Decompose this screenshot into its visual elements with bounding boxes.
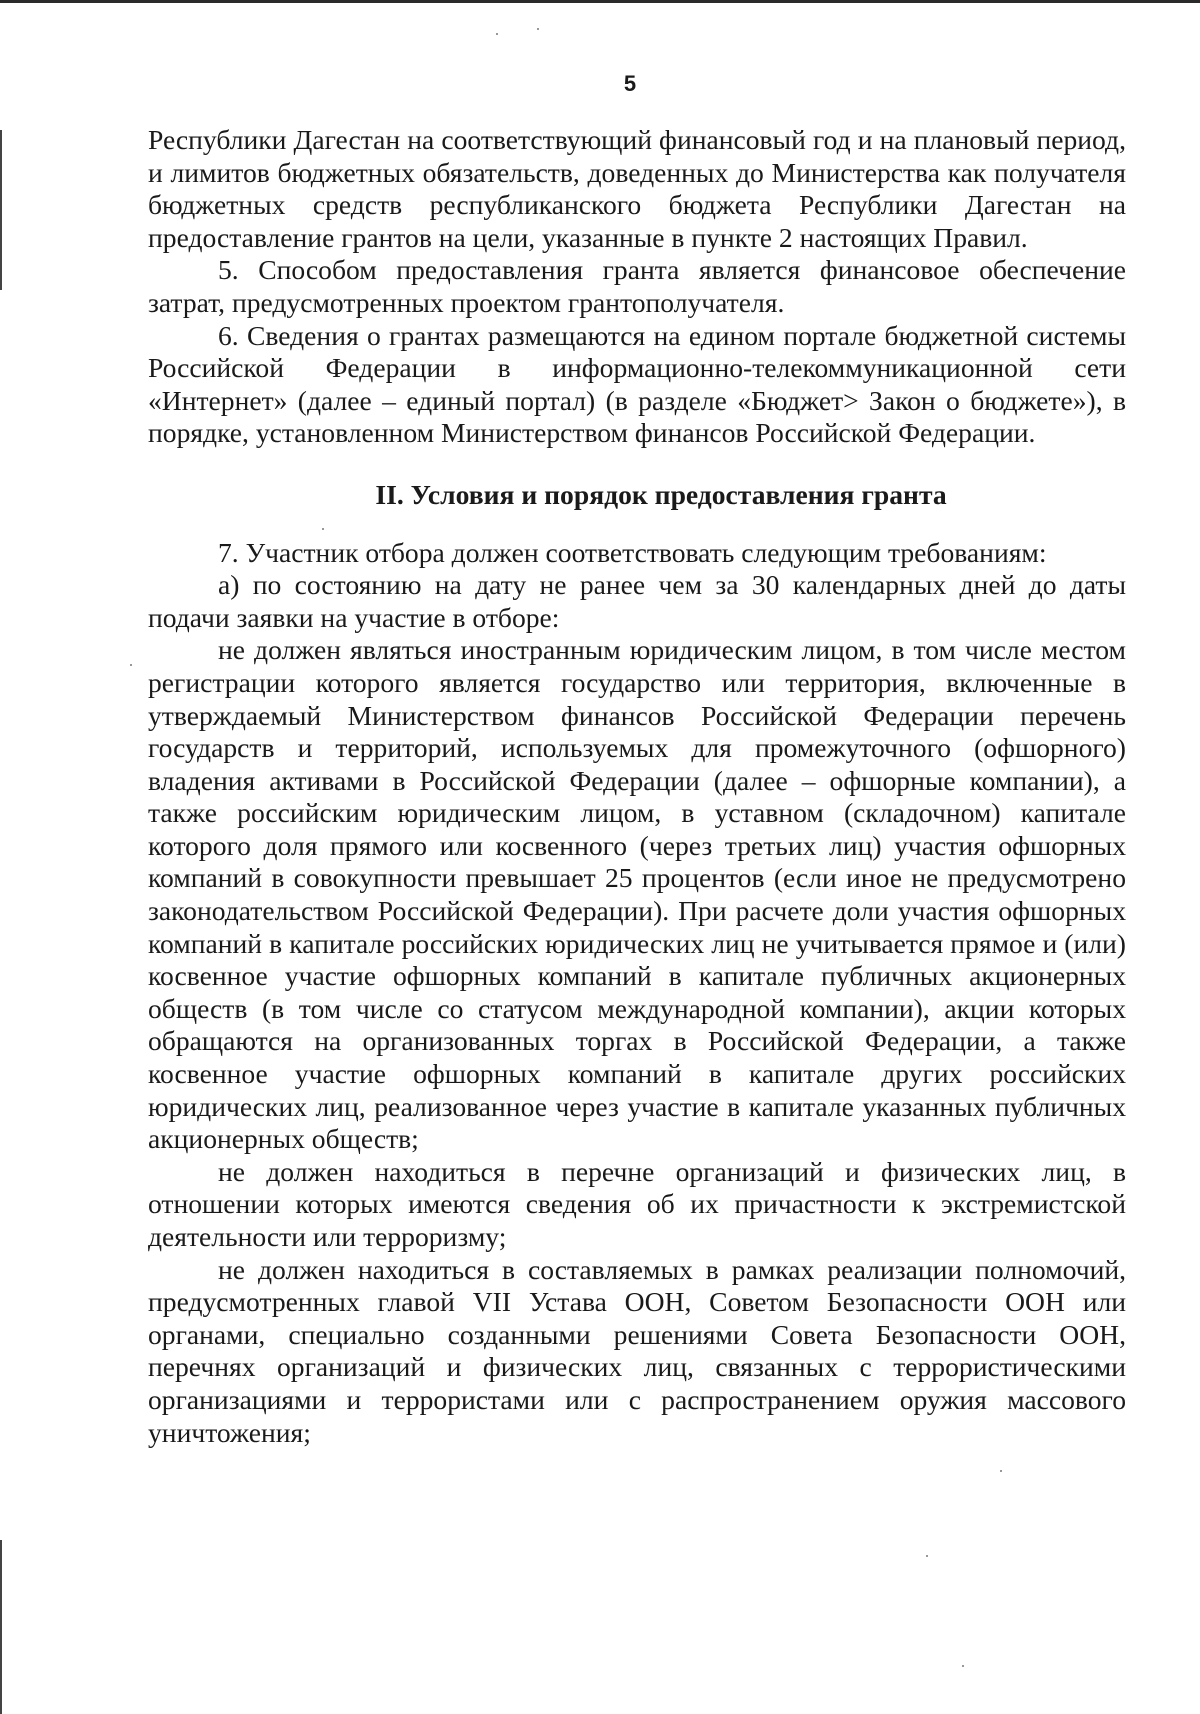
paragraph-requirement-offshore: не должен являться иностранным юридическим лицом, в том числе местом регистрации которого является государство или территория, включенные в утверждаемый Министерством финансов Российской Федерации перечень государств и территорий, используемых для промежуточного (офшорного) владения активами в Российской Федерации (далее – офшорные компании), а также российским юридическим лицом, в уставном (складочном) капитале которого доля прямого или косвенного (через третьих лиц) участия офшорных компаний в совокупности превышает 25 процентов (если иное не предусмотрено законодательством Российской Федерации). При расчете доли участия офшорных компаний в капитале российских юридических лиц не учитывается прямое и (или) косвенное участие офшорных компаний в капитале публичных акционерных обществ (в том числе со статусом международной компании), акции которых обращаются на организованных торгах в Российской Федерации, а также косвенное участие офшорных компаний в капитале других российских юридических лиц, реализованное через участие в капитале указанных публичных акционерных обществ; — [148, 634, 1126, 1155]
scan-left-edge — [0, 130, 2, 290]
scan-speck — [130, 664, 132, 666]
scan-speck — [537, 28, 539, 30]
paragraph-requirement-un-lists: не должен находиться в составляемых в рамках реализации полномочий, предусмотренных главой VII Устава ООН, Советом Безопасности ООН или органами, специально созданными решениями Совета Безопасности ООН, перечнях организаций и физических лиц, связанных с террористическими организациями и террористами или с распространением оружия массового уничтожения; — [148, 1253, 1126, 1448]
scan-speck — [926, 1555, 928, 1557]
paragraph-item-7: 7. Участник отбора должен соответствовать следующим требованиям: — [218, 536, 1047, 568]
paragraph-item-5: 5. Способом предоставления гранта является финансовое обеспечение затрат, предусмотренных проектом грантополучателя. — [148, 254, 1126, 318]
scan-top-edge — [0, 0, 1200, 3]
scan-speck — [496, 33, 498, 35]
document-body — [148, 124, 1126, 1449]
section-heading: II. Условия и порядок предоставления гранта — [375, 478, 947, 510]
paragraph-continuation: Республики Дагестан на соответствующий финансовый год и на плановый период, и лимитов бюджетных обязательств, доведенных до Министерства как получателя бюджетных средств республиканского бюджета Республики Дагестан на предоставление грантов на цели, указанные в пункте 2 настоящих Правил. — [148, 124, 1126, 253]
page-number: 5 — [623, 71, 637, 96]
scan-left-edge-lower — [0, 1540, 2, 1714]
scan-speck — [962, 1665, 964, 1667]
paragraph-requirement-extremism: не должен находиться в перечне организаций и физических лиц, в отношении которых имеются сведения об их причастности к экстремистской деятельности или терроризму; — [148, 1155, 1126, 1252]
scan-speck — [1000, 1470, 1002, 1472]
paragraph-item-6: 6. Сведения о грантах размещаются на едином портале бюджетной системы Российской Федерации в информационно-телекоммуникационной сети «Интернет» (далее – единый портал) (в разделе «Бюджет> Закон о бюджете»), в порядке, установленном Министерством финансов Российской Федерации. — [148, 319, 1126, 449]
paragraph-subitem-a: а) по состоянию на дату не ранее чем за 30 календарных дней до даты подачи заявки на участие в отборе: — [148, 569, 1126, 633]
